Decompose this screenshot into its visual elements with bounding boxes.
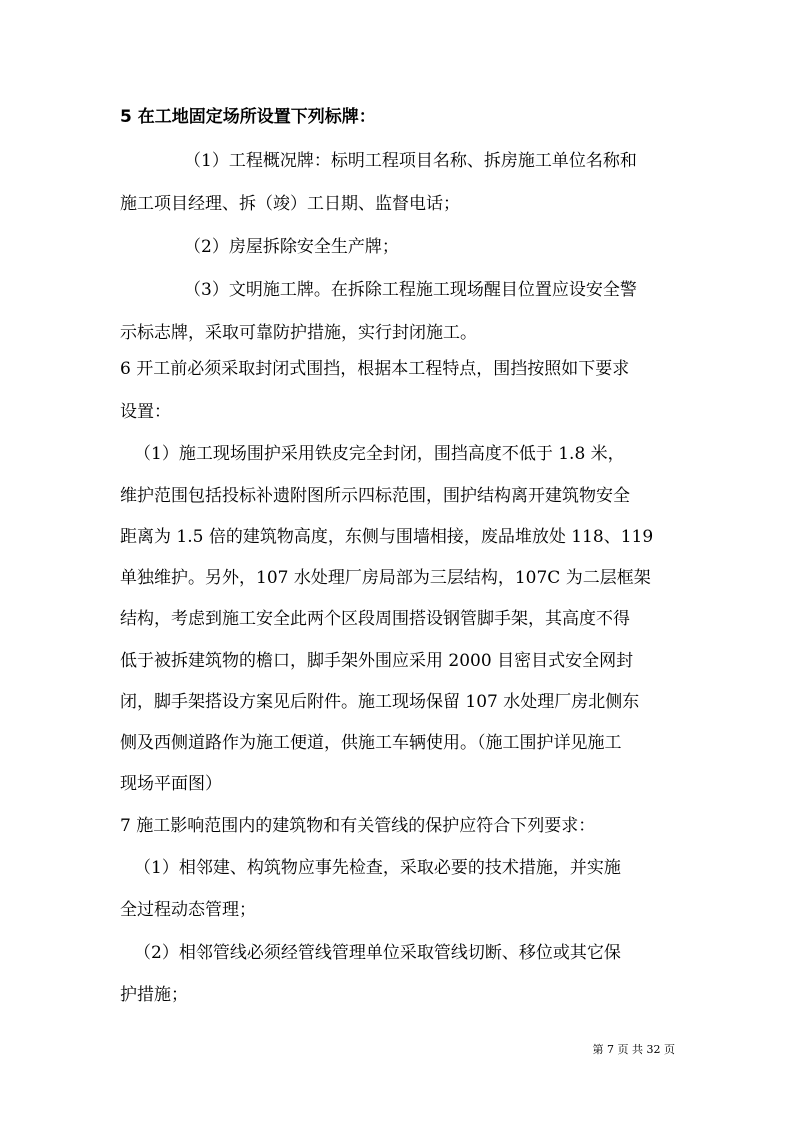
paragraph-line: 护措施； [120,985,188,1005]
paragraph-line: 现场平面图） [120,774,222,794]
paragraph-line: 设置： [120,402,171,422]
section-7-line: 7 施工影响范围内的建筑物和有关管线的保护应符合下列要求： [120,816,596,836]
paragraph-line: （1）施工现场围护采用铁皮完全封闭，围挡高度不低于 1.8 米， [134,444,625,464]
paragraph-line: （2）相邻管线必须经管线管理单位采取管线切断、移位或其它保 [134,943,621,963]
paragraph-line: （3）文明施工牌。在拆除工程施工现场醒目位置应设安全警 [184,280,637,300]
paragraph-line: 示标志牌，采取可靠防护措施，实行封闭施工。 [120,323,477,343]
paragraph-line: 全过程动态管理； [120,900,256,920]
paragraph-line: （1）相邻建、构筑物应事先检查，采取必要的技术措施，并实施 [134,858,621,878]
paragraph-line: （1）工程概况牌：标明工程项目名称、拆房施工单位名称和 [184,151,637,171]
paragraph-line: 低于被拆建筑物的檐口，脚手架外围应采用 2000 目密目式安全网封 [120,651,634,671]
paragraph-line: 施工项目经理、拆（竣）工日期、监督电话； [120,194,460,214]
paragraph-line: 单独维护。另外，107 水处理厂房局部为三层结构，107C 为二层框架 [120,568,651,588]
paragraph-line: 闭，脚手架搭设方案见后附件。施工现场保留 107 水处理厂房北侧东 [120,692,640,712]
paragraph-line: （2）房屋拆除安全生产牌； [184,237,399,257]
section-5-heading: 5 在工地固定场所设置下列标牌： [120,107,376,127]
section-6-line: 6 开工前必须采取封闭式围挡，根据本工程特点，围挡按照如下要求 [120,359,630,379]
paragraph-line: 结构，考虑到施工安全此两个区段周围搭设钢管脚手架，其高度不得 [120,609,630,629]
paragraph-line: 维护范围包括投标补遗附图所示四标范围，围护结构离开建筑物安全 [120,486,630,506]
paragraph-line: 侧及西侧道路作为施工便道，供施工车辆使用。（施工围护详见施工 [120,733,622,753]
paragraph-line: 距离为 1.5 倍的建筑物高度，东侧与围墙相接，废品堆放处 118、119 [120,527,654,547]
page-number: 第 7 页 共 32 页 [592,1043,675,1056]
